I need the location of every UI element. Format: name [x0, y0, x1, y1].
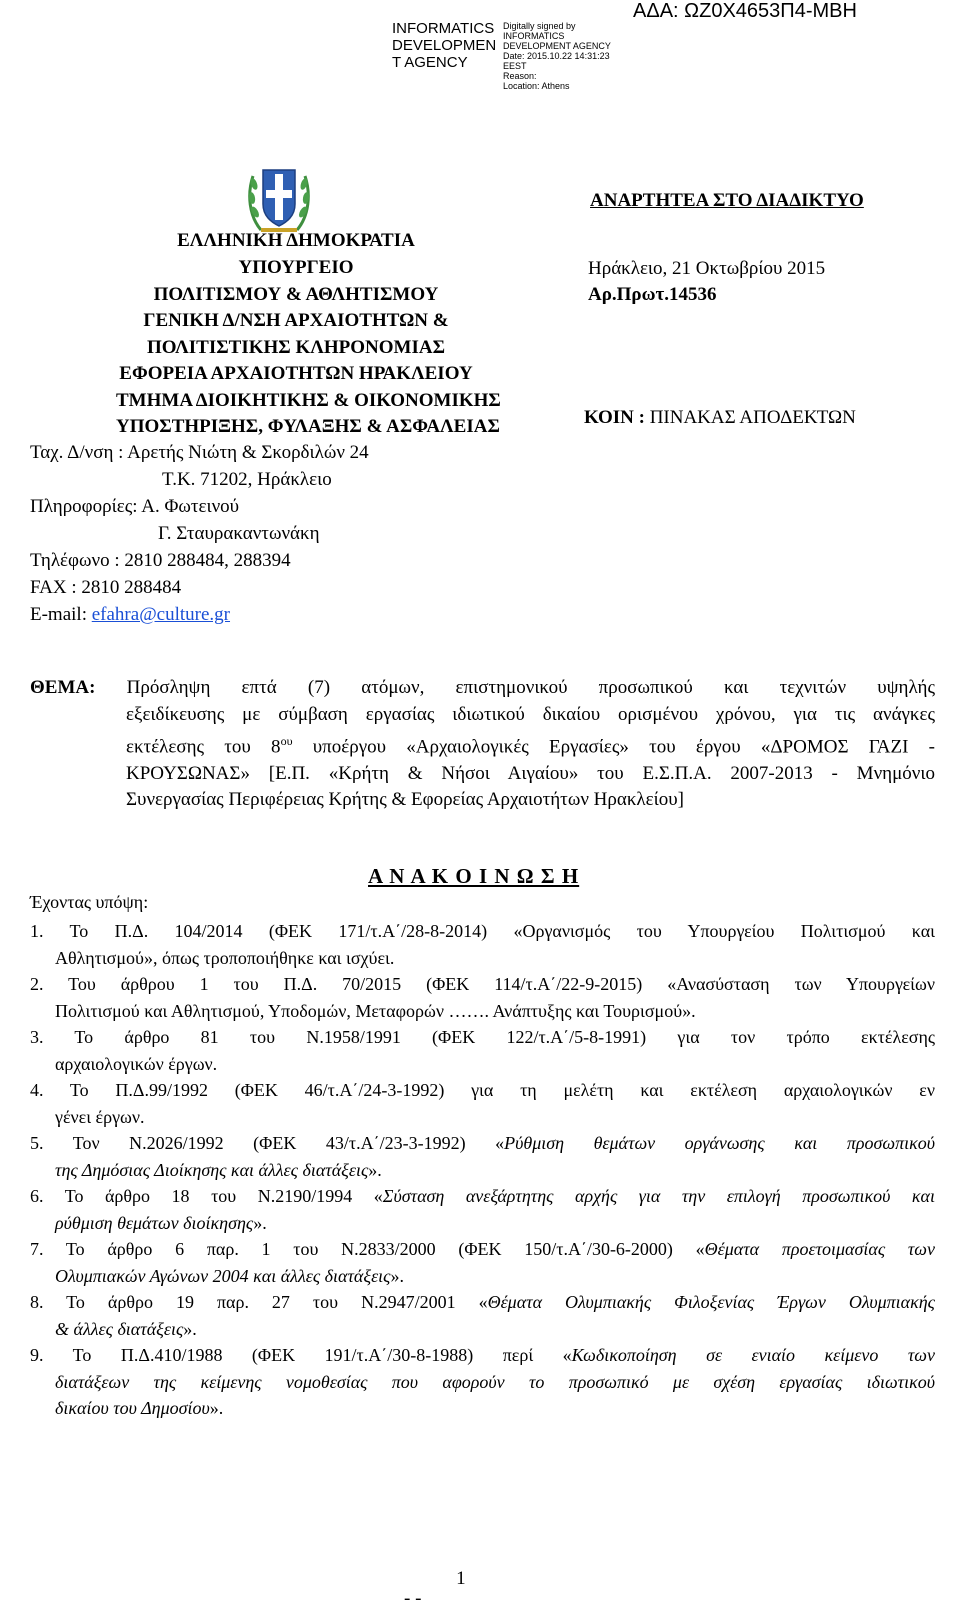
subject-block	[30, 675, 935, 814]
list-item-italic: ρύθμιση θεμάτων διοίκησης	[55, 1212, 254, 1233]
info-second-line: Γ. Σταυρακαντωνάκη	[158, 523, 320, 544]
email-line	[30, 604, 230, 626]
superscript: ου	[280, 734, 293, 748]
list-item	[30, 1130, 935, 1157]
signature-details	[503, 21, 611, 91]
list-item-italic: & άλλες διατάξεις	[55, 1318, 184, 1339]
list-item: γένει έργων.	[55, 1106, 145, 1127]
header-line: ΕΦΟΡΕΙΑ ΑΡΧΑΙΟΤΗΤΩΝ ΗΡΑΚΛΕΙΟΥ	[119, 363, 473, 384]
koin-value: ΠΙΝΑΚΑΣ ΑΠΟΔΕΚΤΩΝ	[649, 407, 856, 428]
postal-line: Τ.Κ. 71202, Ηράκλειο	[162, 469, 332, 490]
signature-detail-line: INFORMATICS	[503, 31, 565, 41]
list-item-italic: Κωδικοποίηση σε ενιαίο κείμενο των	[571, 1345, 935, 1365]
list-item: Αθλητισμού», όπως τροποποιήθηκε και ισχύει.	[55, 947, 395, 968]
list-item: 4. Το Π.Δ.99/1992 (ΦΕΚ 46/τ.Α΄/24-3-1992) για τη μελέτη και εκτέλεση αρχαιολογικών εν	[30, 1080, 935, 1100]
koin-label: ΚΟΙΝ :	[584, 407, 645, 428]
subject-line: εξειδίκευσης με σύμβαση εργασίας ιδιωτικού δικαίου ορισμένου χρόνου, για τις ανάγκες	[126, 703, 935, 725]
list-item: Πολιτισμού και Αθλητισμού, Υποδομών, Μεταφορών ……. Ανάπτυξης και Τουρισμού».	[55, 1000, 696, 1021]
list-item: αρχαιολογικών έργων.	[55, 1053, 218, 1074]
list-item-italic: Ρύθμιση θεμάτων οργάνωσης και προσωπικού	[504, 1133, 935, 1153]
list-item-text: 9. Το Π.Δ.410/1988 (ΦΕΚ 191/τ.Α΄/30-8-1988) περί «	[30, 1345, 572, 1365]
header-line: ΠΟΛΙΤΙΣΤΙΚΗΣ ΚΛΗΡΟΝΟΜΙΑΣ	[147, 337, 445, 358]
page-footer	[404, 1568, 466, 1610]
protocol-number: Αρ.Πρωτ.14536	[588, 284, 717, 305]
subject-line: Πρόσληψη επτά (7) ατόμων, επιστημονικού προσωπικού και τεχνιτών υψηλής	[126, 677, 936, 698]
address-line: Ταχ. Δ/νση : Αρετής Νιώτη & Σκορδιλών 24	[30, 442, 369, 463]
signature-org-line: INFORMATICS	[392, 20, 495, 37]
list-item-italic: Ολυμπιακών Αγώνων 2004 και άλλες διατάξεις	[55, 1265, 391, 1286]
signature-org-line: T AGENCY	[392, 54, 468, 71]
signature-detail-line: Digitally signed by	[503, 21, 576, 31]
list-item: 2. Του άρθρου 1 του Π.Δ. 70/2015 (ΦΕΚ 114/τ.Α΄/22-9-2015) «Ανασύσταση των Υπουργείων	[30, 974, 935, 994]
signature-detail-line: EEST	[503, 61, 527, 71]
ada-code: ΑΔΑ: ΩΖ0Χ4653Π4-ΜΒΗ	[633, 0, 857, 22]
header-line: ΠΟΛΙΤΙΣΜΟΥ & ΑΘΛΗΤΙΣΜΟΥ	[153, 284, 439, 305]
subject-line: ΚΡΟΥΣΩΝΑΣ» [Ε.Π. «Κρήτη & Νήσοι Αιγαίου» του Ε.Σ.Π.Α. 2007-2013 - Μνημόνιο	[126, 762, 935, 784]
list-item	[30, 1183, 935, 1210]
koin-line	[584, 407, 856, 429]
info-line: Πληροφορίες: Α. Φωτεινού	[30, 496, 240, 517]
footer-dashes: - -	[404, 1588, 422, 1609]
fax-line: FAX : 2810 288484	[30, 577, 182, 598]
list-item-italic: της Δημόσιας Διοίκησης και άλλες διατάξεις	[55, 1159, 369, 1180]
header-line: ΕΛΛΗΝΙΚΗ ΔΗΜΟΚΡΑΤΙΑ	[177, 230, 415, 251]
coat-of-arms-icon	[247, 160, 311, 236]
list-item-text: ».	[368, 1159, 382, 1180]
list-item	[30, 1236, 935, 1263]
email-label: E-mail:	[30, 604, 92, 625]
header-line: ΤΜΗΜΑ ΔΙΟΙΚΗΤΙΚΗΣ & ΟΙΚΟΝΟΜΙΚΗΣ	[116, 390, 501, 411]
list-item	[30, 1342, 935, 1369]
subject-line: Συνεργασίας Περιφέρειας Κρήτης & Εφορείας Αρχαιοτήτων Ηρακλείου]	[126, 789, 684, 811]
list-item-italic: Σύσταση ανεξάρτητης αρχής για την επιλογή προσωπικού και	[382, 1186, 935, 1206]
list-item: 1. Το Π.Δ. 104/2014 (ΦΕΚ 171/τ.Α΄/28-8-2014) «Οργανισμός του Υπουργείου Πολιτισμού και	[30, 921, 935, 941]
list-item-italic: δικαίου του Δημοσίου	[55, 1398, 210, 1418]
subject-label: ΘΕΜΑ:	[30, 677, 96, 698]
list-item-italic: Θέματα Ολυμπιακής Φιλοξενίας Έργων Ολυμπιακής	[487, 1292, 935, 1312]
header-line: ΥΠΟΣΤΗΡΙΞΗΣ, ΦΥΛΑΞΗΣ & ΑΣΦΑΛΕΙΑΣ	[116, 416, 500, 437]
considerations-list	[30, 918, 935, 1422]
given-label: Έχοντας υπόψη:	[30, 892, 149, 912]
list-item-text: ».	[209, 1398, 224, 1418]
list-item-italic: διατάξεων της κείμενης νομοθεσίας που αφορούν το προσωπικό με σχέση εργασίας ιδιωτικού	[55, 1371, 935, 1392]
list-item-text: ».	[390, 1265, 404, 1286]
signature-detail-line: Reason:	[503, 71, 537, 81]
page-number: 1	[456, 1568, 466, 1589]
list-item-text: ».	[253, 1212, 267, 1233]
subject-line: εκτέλεσης του 8	[126, 736, 281, 758]
signature-organization	[392, 20, 496, 71]
subject-line: υποέργου «Αρχαιολογικές Εργασίες» του έργου «ΔΡΟΜΟΣ ΓΑΖΙ -	[292, 736, 935, 758]
email-link[interactable]: efahra@culture.gr	[91, 604, 231, 625]
list-item-text: 5. Τον Ν.2026/1992 (ΦΕΚ 43/τ.Α΄/23-3-1992) «	[30, 1133, 505, 1153]
list-item-text: 7. Το άρθρο 6 παρ. 1 του Ν.2833/2000 (ΦΕΚ 150/τ.Α΄/30-6-2000) «	[30, 1239, 705, 1259]
post-notice: ΑΝΑΡΤΗΤΕΑ ΣΤΟ ΔΙΑΔΙΚΤΥΟ	[590, 190, 864, 211]
list-item-italic: Θέματα προετοιμασίας των	[704, 1239, 935, 1259]
list-item-text: ».	[183, 1318, 197, 1339]
signature-detail-line: Date: 2015.10.22 14:31:23	[503, 51, 610, 61]
list-item: 3. Το άρθρο 81 του Ν.1958/1991 (ΦΕΚ 122/τ.Α΄/5-8-1991) για τον τρόπο εκτέλεσης	[30, 1027, 935, 1047]
signature-detail-line: DEVELOPMENT AGENCY	[503, 41, 611, 51]
signature-detail-line: Location: Athens	[503, 81, 570, 91]
list-item-text: 8. Το άρθρο 19 παρ. 27 του Ν.2947/2001 «	[30, 1292, 488, 1312]
header-line: ΥΠΟΥΡΓΕΙΟ	[238, 257, 354, 278]
list-item-text: 6. Το άρθρο 18 του Ν.2190/1994 «	[30, 1186, 383, 1206]
list-item	[30, 1289, 935, 1316]
announcement-title: Α Ν Α Κ Ο Ι Ν Ω Σ Η	[368, 864, 580, 888]
header-line: ΓΕΝΙΚΗ Δ/ΝΣΗ ΑΡΧΑΙΟΤΗΤΩΝ &	[143, 310, 449, 331]
signature-org-line: DEVELOPMEN	[392, 37, 497, 54]
phone-line: Τηλέφωνο : 2810 288484, 288394	[30, 550, 291, 571]
date-line: Ηράκλειο, 21 Οκτωβρίου 2015	[588, 258, 826, 279]
